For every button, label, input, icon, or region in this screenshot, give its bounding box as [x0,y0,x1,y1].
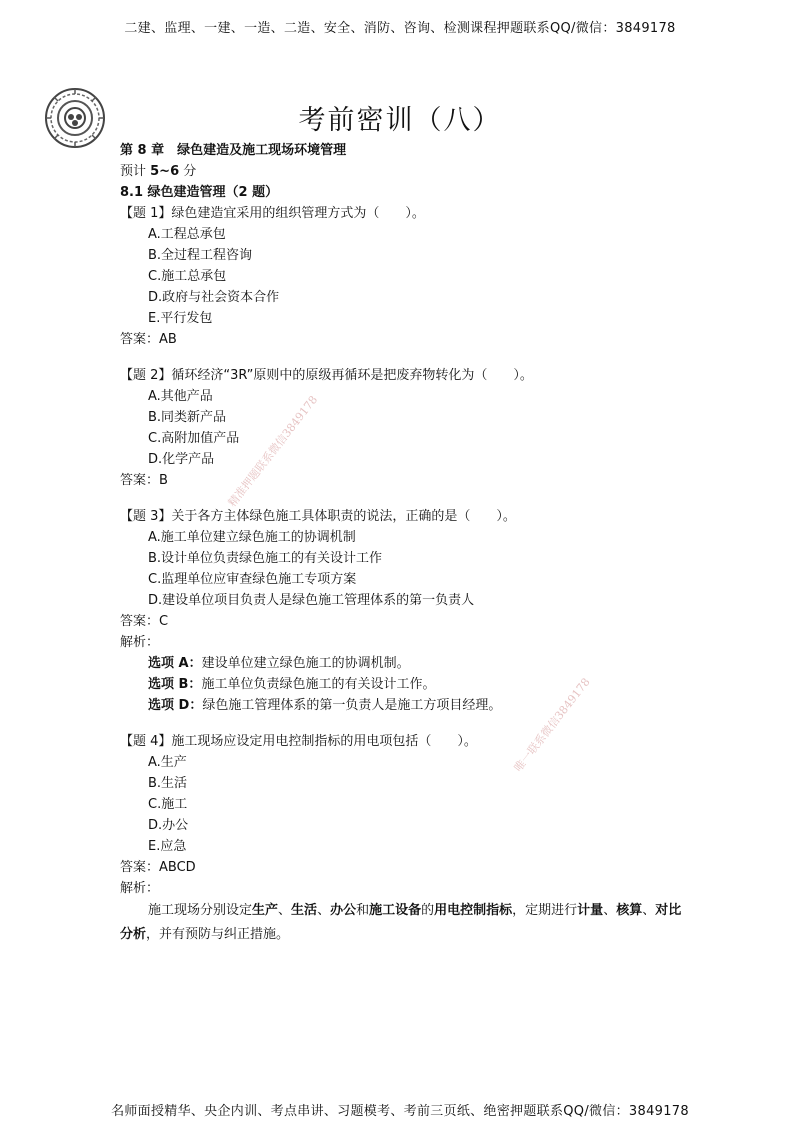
analysis-segment: 、 [278,903,292,918]
question-4-stem: 【题 4】施工现场应设定用电控制指标的用电项包括（ ）。 [120,734,477,749]
analysis-segment: 、 [603,903,617,918]
analysis-segment: 施工现场分别设定 [148,903,253,918]
document-body [120,140,690,947]
analysis-option-text: 建设单位建立绿色施工的协调机制。 [201,656,410,671]
q4-option-e: E.应急 [148,839,187,854]
q3-analysis-label: 解析： [120,635,160,650]
analysis-option-text: 绿色施工管理体系的第一负责人是施工方项目经理。 [202,698,502,713]
q1-answer: 答案：AB [120,332,177,347]
q3-option-c: C.监理单位应审查绿色施工专项方案 [148,572,357,587]
q3-option-a: A.施工单位建立绿色施工的协调机制 [148,530,356,545]
analysis-segment: 核算 [616,903,643,918]
analysis-segment: 计量 [577,903,604,918]
question-1-stem: 【题 1】绿色建造宜采用的组织管理方式为（ ）。 [120,206,425,221]
q3-option-d: D.建设单位项目负责人是绿色施工管理体系的第一负责人 [148,593,475,608]
q3-option-b: B.设计单位负责绿色施工的有关设计工作 [148,551,383,566]
analysis-option-label: 选项 B： [148,677,202,692]
analysis-segment: 、 [642,903,656,918]
analysis-segment: ，并有预防与纠正措施。 [146,927,290,942]
analysis-segment: 施工设备 [369,903,422,918]
q3-analysis-d [120,695,690,716]
analysis-segment: 用电控制指标 [434,903,513,918]
q4-answer: 答案：ABCD [120,860,196,875]
q1-option-a: A.工程总承包 [148,227,226,242]
analysis-option-label: 选项 A： [148,656,202,671]
page-footer: 名师面授精华、央企内训、考点串讲、习题模考、考前三页纸、绝密押题联系QQ/微信：3849178 [111,1104,689,1119]
analysis-segment: 对比分析 [120,903,682,942]
page-title: 考前密训（八） [298,105,502,136]
analysis-segment: 生产 [252,903,279,918]
watermark-2: 唯一联系微信3849178 [511,675,593,775]
q2-option-c: C.高附加值产品 [148,431,240,446]
q2-option-b: B.同类新产品 [148,410,227,425]
analysis-segment: 、 [317,903,331,918]
q3-analysis-b [120,674,690,695]
q1-option-b: B.全过程工程咨询 [148,248,253,263]
q3-answer: 答案：C [120,614,169,629]
q2-option-d: D.化学产品 [148,452,215,467]
q2-option-a: A.其他产品 [148,389,213,404]
chapter-heading: 第 8 章 绿色建造及施工现场环境管理 [120,143,347,158]
analysis-segment: ，定期进行 [512,903,578,918]
section-heading: 8.1 绿色建造管理（2 题） [120,185,279,200]
analysis-segment: 的 [421,903,435,918]
q1-option-c: C.施工总承包 [148,269,227,284]
q1-option-d: D.政府与社会资本合作 [148,290,280,305]
q4-option-a: A.生产 [148,755,187,770]
estimate-suffix: 分 [179,164,197,179]
estimate-value: 5~6 [150,164,180,179]
q4-option-c: C.施工 [148,797,188,812]
q4-analysis-label: 解析： [120,881,160,896]
q4-analysis-paragraph [120,899,690,947]
q4-option-b: B.生活 [148,776,188,791]
analysis-segment: 生活 [291,903,318,918]
page-header: 二建、监理、一建、一造、二造、安全、消防、咨询、检测课程押题联系QQ/微信：3849178 [124,21,676,36]
score-estimate [120,161,690,182]
watermark-1: 精准押题联系微信3849178 [225,393,321,510]
q4-option-d: D.办公 [148,818,189,833]
analysis-segment: 办公 [330,903,357,918]
q2-answer: 答案：B [120,473,168,488]
question-3-stem: 【题 3】关于各方主体绿色施工具体职责的说法，正确的是（ ）。 [120,509,516,524]
analysis-segment: 和 [356,903,370,918]
q1-option-e: E.平行发包 [148,311,213,326]
estimate-prefix: 预计 [120,164,151,179]
question-2-stem: 【题 2】循环经济“3R”原则中的原级再循环是把废弃物转化为（ ）。 [120,368,533,383]
analysis-option-label: 选项 D： [148,698,203,713]
analysis-option-text: 施工单位负责绿色施工的有关设计工作。 [201,677,436,692]
q3-analysis-a [120,653,690,674]
